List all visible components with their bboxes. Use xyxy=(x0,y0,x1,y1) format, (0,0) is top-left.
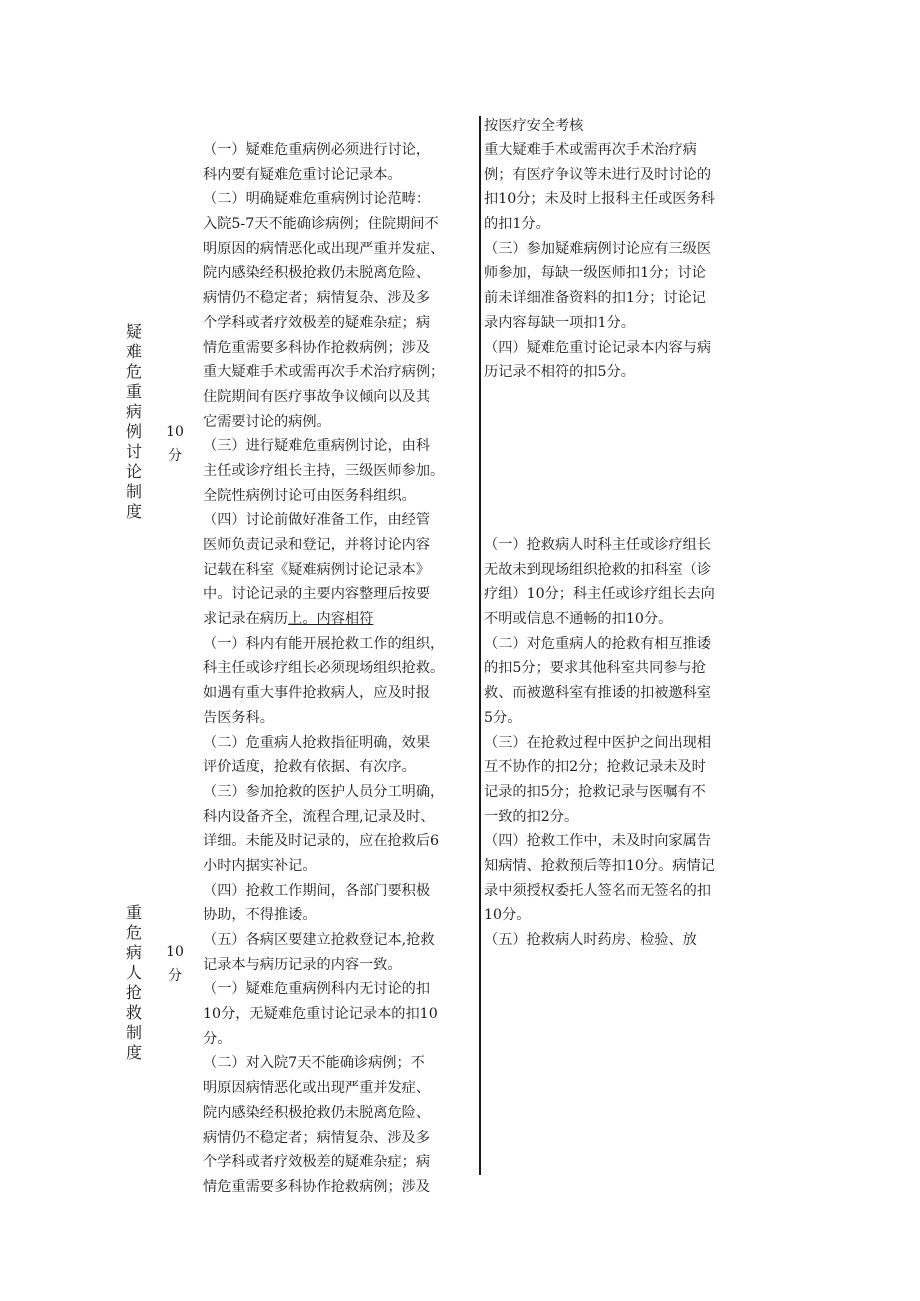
text-line: （三）参加疑难病例讨论应有三级医 xyxy=(484,240,712,257)
assessment-column xyxy=(484,138,774,953)
text-line: 不明或信息不通畅的扣10分。 xyxy=(484,611,673,628)
text-line: （四）抢救工作中，未及时向家属告 xyxy=(484,833,712,850)
blank-line xyxy=(484,484,774,509)
section-score-discussion xyxy=(163,420,187,468)
text-line: （三）进行疑难危重病例讨论，由科 xyxy=(203,438,431,455)
score-unit: 分 xyxy=(168,968,182,984)
text-line: 历记录不相符的扣5分。 xyxy=(484,364,635,381)
text-line: 重大疑难手术或需再次手术治疗病例； xyxy=(203,364,445,381)
score-unit: 分 xyxy=(168,448,182,464)
text-line: 住院期间有医疗事故争议倾向以及其 xyxy=(203,388,431,405)
text-line: 病情仍不稳定者；病情复杂、涉及多 xyxy=(203,290,431,307)
text-line: （一）抢救病人时科主任或诊疗组长 xyxy=(484,537,712,553)
text-line: 病情仍不稳定者；病情复杂、涉及多 xyxy=(203,1129,431,1146)
text-line: 告医务科。 xyxy=(203,709,274,726)
text-line: 个学科或者疗效极差的疑难杂症；病 xyxy=(203,314,431,331)
text-line: 无故未到现场组织抢救的扣科室（诊 xyxy=(484,561,712,578)
text-line: 一致的扣2分。 xyxy=(484,808,579,825)
text-line: （一）疑难危重病例必须进行讨论， xyxy=(203,142,431,158)
text-line: 互不协作的扣2分；抢救记录未及时 xyxy=(484,759,706,776)
text-line: 知病情、抢救预后等扣10分。病情记 xyxy=(484,857,715,874)
text-line: 录内容每缺一项扣1分。 xyxy=(484,314,635,331)
text-line: 如遇有重大事件抢救病人，应及时报 xyxy=(203,685,431,702)
score-number: 10 xyxy=(166,424,184,440)
text-line: 明原因病情恶化或出现严重并发症、 xyxy=(203,1080,431,1097)
text-line: 录中须授权委托人签名而无签名的扣 xyxy=(484,882,712,899)
text-line: 情危重需要多科协作抢救病例；涉及 xyxy=(203,339,431,356)
text-line: 情危重需要多科协作抢救病例；涉及 xyxy=(203,1178,431,1195)
text-line: 院内感染经积极抢救仍未脱离危险、 xyxy=(203,1104,431,1121)
text-underlined: 上。内容相符 xyxy=(288,611,374,628)
text-line: 记录的扣5分；抢救记录与医嘱有不 xyxy=(484,783,706,800)
text-line: 疗组）10分；科主任或诊疗组长去向 xyxy=(484,586,715,603)
text-line: 科内设备齐全，流程合理,记录及时、 xyxy=(203,808,435,825)
blank-line xyxy=(484,385,774,410)
text-line: （一）科内有能开展抢救工作的组织， xyxy=(203,635,445,652)
text-line: （二）危重病人抢救指征明确，效果 xyxy=(203,734,431,751)
section-title-rescue: 重危病人抢救制度 xyxy=(125,903,142,1062)
text-line: （一）疑难危重病例科内无讨论的扣 xyxy=(203,981,431,998)
text-line: 扣10分；未及时上报科主任或医务科 xyxy=(484,191,715,208)
score-number: 10 xyxy=(166,944,184,960)
requirements-column xyxy=(203,138,479,1200)
text-line: （三）在抢救过程中医护之间出现相 xyxy=(484,734,712,751)
text-line: 详细。未能及时记录的，应在抢救后6 xyxy=(203,833,440,850)
text-line: 记载在科室《疑难病例讨论记录本》 xyxy=(203,561,431,578)
text-line: 例；有医疗争议等未进行及时讨论的 xyxy=(484,166,712,183)
text-line: 科内要有疑难危重讨论记录本。 xyxy=(203,166,402,183)
text-line-with-underline xyxy=(203,607,479,632)
text-line: 前未详细准备资料的扣1分；讨论记 xyxy=(484,290,706,307)
text-line: 10分，无疑难危重讨论记录本的扣10 xyxy=(203,1006,438,1023)
text-line: 院内感染经积极抢救仍未脱离危险、 xyxy=(203,265,431,282)
text-line: 明原因的病情恶化或出现严重并发症、 xyxy=(203,240,445,257)
text-line: 分。 xyxy=(203,1030,232,1047)
text-line: 救、而被邀科室有推诿的扣被邀科室 xyxy=(484,685,712,702)
text-line: 小时内据实补记。 xyxy=(203,857,317,874)
text-line: 5分。 xyxy=(484,709,522,726)
text-line: 师参加，每缺一级医师扣1分；讨论 xyxy=(484,265,706,282)
text-line: 协助，不得推诿。 xyxy=(203,907,317,924)
blank-line xyxy=(484,410,774,435)
text-plain: 求记录在病历 xyxy=(203,611,289,628)
section-score-rescue xyxy=(163,940,187,988)
text-line: （二）明确疑难危重病例讨论范畴： xyxy=(203,191,431,208)
text-line: 评价适度，抢救有依据、有次序。 xyxy=(203,759,416,776)
text-line: 入院5-7天不能确诊病例；住院期间不 xyxy=(203,216,439,233)
text-line: 中。讨论记录的主要内容整理后按要 xyxy=(203,586,431,603)
text-line: （五）抢救病人时药房、检验、放 xyxy=(484,932,697,948)
blank-line xyxy=(484,508,774,533)
text-line: （三）参加抢救的医护人员分工明确， xyxy=(203,783,445,800)
text-line: （二）对危重病人的抢救有相互推诿 xyxy=(484,635,712,652)
text-line: 个学科或者疗效极差的疑难杂症；病 xyxy=(203,1154,431,1171)
text-line: 重大疑难手术或需再次手术治疗病 xyxy=(484,142,697,158)
text-line: 全院性病例讨论可由医务科组织。 xyxy=(203,487,416,504)
blank-line xyxy=(484,434,774,459)
text-line: 医师负责记录和登记，并将讨论内容 xyxy=(203,537,431,553)
column-divider xyxy=(479,116,481,1175)
text-line: 的扣5分；要求其他科室共同参与抢 xyxy=(484,660,706,677)
text-line: 10分。 xyxy=(484,907,531,924)
text-line: 主任或诊疗组长主持，三级医师参加。 xyxy=(203,462,445,479)
text-line: 它需要讨论的病例。 xyxy=(203,413,331,430)
text-line: 记录本与病历记录的内容一致。 xyxy=(203,956,402,973)
text-line: （四）讨论前做好准备工作，由经管 xyxy=(203,512,431,529)
text-line: 科主任或诊疗组长必须现场组织抢救。 xyxy=(203,660,445,677)
text-line: （四）抢救工作期间，各部门要积极 xyxy=(203,882,431,899)
text-line: （五）各病区要建立抢救登记本,抢救 xyxy=(203,932,435,948)
section-title-discussion: 疑难危重病例讨论制度 xyxy=(125,322,142,521)
section-header-right: 按医疗安全考核 xyxy=(484,118,584,134)
text-line: （二）对入院7天不能确诊病例；不 xyxy=(203,1055,425,1072)
text-line: （四）疑难危重讨论记录本内容与病 xyxy=(484,339,712,356)
text-line: 的扣1分。 xyxy=(484,216,550,233)
blank-line xyxy=(484,459,774,484)
